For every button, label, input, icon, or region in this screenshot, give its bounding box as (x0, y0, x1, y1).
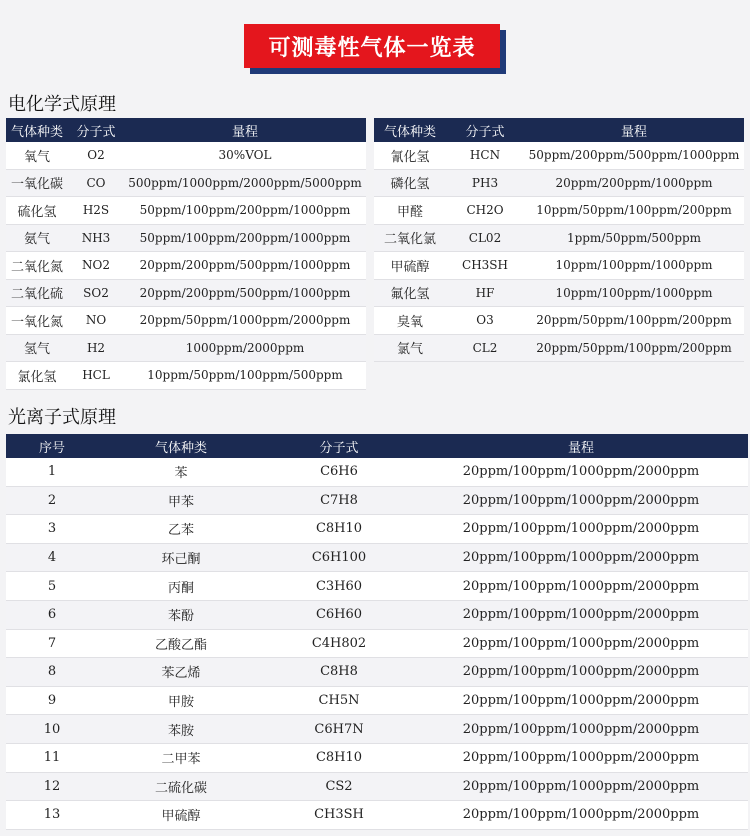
cell-formula: CL02 (446, 224, 524, 252)
cell-no: 6 (6, 600, 98, 629)
cell-gas: 氯化氢 (6, 362, 68, 390)
cell-no: 1 (6, 458, 98, 486)
header-gas-type: 气体种类 (6, 118, 68, 142)
table-row (374, 224, 744, 252)
table-row (374, 307, 744, 335)
header-number: 序号 (6, 434, 98, 458)
header-range: 量程 (414, 434, 748, 458)
cell-formula: C6H60 (264, 600, 414, 629)
cell-gas: 一氧化氮 (6, 307, 68, 335)
cell-range: 20ppm/100ppm/1000ppm/2000ppm (414, 801, 748, 830)
header-range: 量程 (124, 118, 366, 142)
header-gas-type: 气体种类 (374, 118, 446, 142)
table-row (6, 142, 366, 169)
cell-gas: 甲硫醇 (98, 801, 264, 830)
cell-no: 7 (6, 629, 98, 658)
cell-gas: 臭氧 (374, 307, 446, 335)
cell-gas: 硫化氢 (6, 197, 68, 225)
cell-formula: C3H60 (264, 572, 414, 601)
table-row (6, 169, 366, 197)
cell-range: 20ppm/100ppm/1000ppm/2000ppm (414, 458, 748, 486)
table-row (6, 307, 366, 335)
cell-formula: SO2 (68, 279, 124, 307)
cell-formula: PH3 (446, 169, 524, 197)
cell-range: 1ppm/50ppm/500ppm (524, 224, 744, 252)
table-row (6, 600, 748, 629)
photoionization-table (6, 434, 748, 830)
cell-gas: 二甲苯 (98, 743, 264, 772)
table-row (6, 515, 748, 544)
cell-formula: H2 (68, 334, 124, 362)
cell-range: 20ppm/200ppm/500ppm/1000ppm (124, 279, 366, 307)
cell-range: 20ppm/100ppm/1000ppm/2000ppm (414, 543, 748, 572)
cell-range: 30%VOL (124, 142, 366, 169)
cell-formula: C6H6 (264, 458, 414, 486)
cell-formula: C8H10 (264, 515, 414, 544)
table-row (6, 572, 748, 601)
table-row (6, 658, 748, 687)
table-row (6, 362, 366, 390)
cell-range: 20ppm/100ppm/1000ppm/2000ppm (414, 715, 748, 744)
cell-gas: 二氧化硫 (6, 279, 68, 307)
cell-gas: 苯胺 (98, 715, 264, 744)
cell-gas: 氯气 (374, 334, 446, 362)
cell-gas: 苯乙烯 (98, 658, 264, 687)
header-formula: 分子式 (264, 434, 414, 458)
cell-range: 20ppm/100ppm/1000ppm/2000ppm (414, 572, 748, 601)
table-row (6, 458, 748, 486)
table-header-row (374, 118, 744, 142)
table-row (6, 486, 748, 515)
cell-formula: CL2 (446, 334, 524, 362)
cell-formula: CH2O (446, 197, 524, 225)
photoionization-section-title: 光离子式原理 (8, 407, 116, 428)
cell-range: 20ppm/100ppm/1000ppm/2000ppm (414, 486, 748, 515)
cell-formula: H2S (68, 197, 124, 225)
cell-gas: 乙苯 (98, 515, 264, 544)
cell-range: 10ppm/50ppm/100ppm/500ppm (124, 362, 366, 390)
table-row (374, 142, 744, 169)
cell-gas: 氟化氢 (374, 279, 446, 307)
cell-no: 8 (6, 658, 98, 687)
cell-no: 10 (6, 715, 98, 744)
cell-range: 20ppm/100ppm/1000ppm/2000ppm (414, 658, 748, 687)
cell-formula: NO (68, 307, 124, 335)
cell-gas: 甲醛 (374, 197, 446, 225)
table-row (374, 197, 744, 225)
cell-no: 12 (6, 772, 98, 801)
cell-range: 20ppm/50ppm/1000ppm/2000ppm (124, 307, 366, 335)
cell-formula: C4H802 (264, 629, 414, 658)
cell-gas: 苯酚 (98, 600, 264, 629)
table-row (6, 686, 748, 715)
table-row (6, 772, 748, 801)
cell-gas: 乙酸乙酯 (98, 629, 264, 658)
cell-formula: HF (446, 279, 524, 307)
table-row (6, 252, 366, 280)
cell-formula: C6H100 (264, 543, 414, 572)
cell-range: 20ppm/100ppm/1000ppm/2000ppm (414, 515, 748, 544)
cell-gas: 二硫化碳 (98, 772, 264, 801)
table-row (6, 543, 748, 572)
cell-range: 20ppm/100ppm/1000ppm/2000ppm (414, 772, 748, 801)
cell-formula: CS2 (264, 772, 414, 801)
cell-formula: CH3SH (264, 801, 414, 830)
cell-no: 5 (6, 572, 98, 601)
cell-gas: 氰化氢 (374, 142, 446, 169)
cell-gas: 二氧化氮 (6, 252, 68, 280)
cell-gas: 环己酮 (98, 543, 264, 572)
table-row (374, 252, 744, 280)
table-row (6, 224, 366, 252)
cell-formula: C7H8 (264, 486, 414, 515)
header-formula: 分子式 (446, 118, 524, 142)
cell-range: 50ppm/100ppm/200ppm/1000ppm (124, 224, 366, 252)
cell-no: 4 (6, 543, 98, 572)
table-row (6, 743, 748, 772)
cell-formula: NH3 (68, 224, 124, 252)
cell-gas: 丙酮 (98, 572, 264, 601)
cell-no: 2 (6, 486, 98, 515)
cell-formula: NO2 (68, 252, 124, 280)
table-row (374, 334, 744, 362)
cell-range: 20ppm/200ppm/1000ppm (524, 169, 744, 197)
table-row (6, 629, 748, 658)
cell-formula: CH5N (264, 686, 414, 715)
cell-formula: C6H7N (264, 715, 414, 744)
cell-gas: 氢气 (6, 334, 68, 362)
cell-gas: 甲胺 (98, 686, 264, 715)
cell-gas: 甲苯 (98, 486, 264, 515)
cell-range: 20ppm/100ppm/1000ppm/2000ppm (414, 629, 748, 658)
cell-gas: 氧气 (6, 142, 68, 169)
cell-range: 50ppm/100ppm/200ppm/1000ppm (124, 197, 366, 225)
cell-gas: 二氧化氯 (374, 224, 446, 252)
cell-formula: HCN (446, 142, 524, 169)
cell-range: 20ppm/200ppm/500ppm/1000ppm (124, 252, 366, 280)
cell-range: 20ppm/100ppm/1000ppm/2000ppm (414, 686, 748, 715)
cell-range: 20ppm/50ppm/100ppm/200ppm (524, 307, 744, 335)
cell-range: 20ppm/100ppm/1000ppm/2000ppm (414, 600, 748, 629)
cell-no: 13 (6, 801, 98, 830)
cell-range: 10ppm/100ppm/1000ppm (524, 252, 744, 280)
electrochemical-section-title: 电化学式原理 (8, 94, 116, 115)
electrochemical-table-right (374, 118, 744, 362)
cell-formula: HCL (68, 362, 124, 390)
table-row (6, 801, 748, 830)
table-row (6, 197, 366, 225)
cell-gas: 磷化氢 (374, 169, 446, 197)
cell-range: 10ppm/50ppm/100ppm/200ppm (524, 197, 744, 225)
cell-formula: O3 (446, 307, 524, 335)
cell-gas: 一氧化碳 (6, 169, 68, 197)
page-banner: 可测毒性气体一览表 (244, 24, 500, 68)
cell-no: 3 (6, 515, 98, 544)
cell-formula: C8H10 (264, 743, 414, 772)
cell-no: 9 (6, 686, 98, 715)
table-header-row (6, 118, 366, 142)
table-row (6, 715, 748, 744)
header-gas-type: 气体种类 (98, 434, 264, 458)
table-row (6, 279, 366, 307)
cell-formula: C8H8 (264, 658, 414, 687)
table-row (6, 334, 366, 362)
table-header-row (6, 434, 748, 458)
table-row (374, 169, 744, 197)
cell-range: 50ppm/200ppm/500ppm/1000ppm (524, 142, 744, 169)
cell-no: 11 (6, 743, 98, 772)
cell-range: 500ppm/1000ppm/2000ppm/5000ppm (124, 169, 366, 197)
cell-gas: 苯 (98, 458, 264, 486)
cell-gas: 甲硫醇 (374, 252, 446, 280)
header-range: 量程 (524, 118, 744, 142)
cell-formula: CO (68, 169, 124, 197)
cell-formula: O2 (68, 142, 124, 169)
cell-range: 10ppm/100ppm/1000ppm (524, 279, 744, 307)
header-formula: 分子式 (68, 118, 124, 142)
cell-range: 1000ppm/2000ppm (124, 334, 366, 362)
cell-formula: CH3SH (446, 252, 524, 280)
cell-range: 20ppm/100ppm/1000ppm/2000ppm (414, 743, 748, 772)
table-row (374, 279, 744, 307)
cell-gas: 氨气 (6, 224, 68, 252)
electrochemical-table-left (6, 118, 366, 390)
cell-range: 20ppm/50ppm/100ppm/200ppm (524, 334, 744, 362)
